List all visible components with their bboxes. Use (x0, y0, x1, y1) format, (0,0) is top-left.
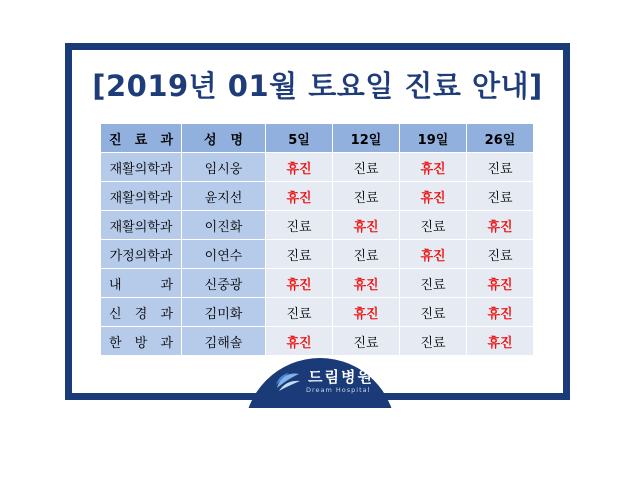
dept-cell (101, 153, 181, 181)
schedule-cell: 진료 (467, 153, 533, 181)
schedule-cell: 진료 (333, 240, 399, 268)
doctor-name-cell: 윤지선 (182, 182, 265, 210)
schedule-cell: 진료 (266, 211, 332, 239)
label-char: 경 (134, 306, 148, 322)
header-dept (101, 124, 181, 152)
label-char: 명 (230, 132, 243, 148)
table-row (101, 298, 533, 326)
header-day-3: 19일 (400, 124, 466, 152)
schedule-cell: 진료 (400, 211, 466, 239)
doctor-name-cell: 김미화 (182, 298, 265, 326)
schedule-cell: 휴진 (400, 153, 466, 181)
schedule-cell: 휴진 (266, 269, 332, 297)
dept-label (101, 187, 181, 206)
leaf-logo-icon (274, 368, 302, 394)
table-row (101, 211, 533, 239)
dept-cell (101, 269, 181, 297)
schedule-cell: 진료 (400, 269, 466, 297)
notice-frame (65, 43, 570, 400)
schedule-cell: 휴진 (266, 153, 332, 181)
dept-label (101, 158, 181, 177)
schedule-cell: 진료 (266, 298, 332, 326)
dept-cell (101, 327, 181, 355)
schedule-cell: 진료 (333, 182, 399, 210)
dept-cell (101, 182, 181, 210)
logo-subtitle: Dream Hospital (306, 386, 371, 394)
logo-name: 드림병원 (308, 368, 374, 386)
dept-cell (101, 240, 181, 268)
schedule-cell: 진료 (400, 327, 466, 355)
table-row (101, 240, 533, 268)
schedule-cell: 진료 (400, 298, 466, 326)
dept-cell (101, 211, 181, 239)
dept-label (101, 245, 181, 264)
schedule-cell: 휴진 (467, 211, 533, 239)
label-char: 내 (109, 277, 122, 293)
label-char: 과 (160, 306, 173, 322)
dept-label (101, 274, 181, 293)
schedule-cell: 휴진 (400, 182, 466, 210)
page-title: [2019년 01월 토요일 진료 안내] (92, 69, 543, 103)
schedule-body (101, 124, 533, 355)
dept-label (101, 332, 181, 351)
table-row (101, 327, 533, 355)
header-day-2: 12일 (333, 124, 399, 152)
doctor-name-cell: 신중광 (182, 269, 265, 297)
schedule-cell: 휴진 (266, 182, 332, 210)
schedule-cell: 휴진 (467, 298, 533, 326)
doctor-name-cell: 이연수 (182, 240, 265, 268)
label-char: 한 (109, 335, 122, 351)
label-char: 료 (134, 132, 148, 148)
label-char: 과 (160, 335, 173, 351)
schedule-cell: 휴진 (333, 298, 399, 326)
header-dept-label (101, 129, 181, 148)
doctor-name-cell: 김해솔 (182, 327, 265, 355)
schedule-cell: 휴진 (467, 327, 533, 355)
label-char: 과 (160, 277, 173, 293)
schedule-cell: 진료 (467, 240, 533, 268)
table-header-row (101, 124, 533, 152)
schedule-table (100, 123, 534, 356)
schedule-cell: 휴진 (333, 269, 399, 297)
schedule-cell: 진료 (333, 153, 399, 181)
dept-cell (101, 298, 181, 326)
schedule-cell: 휴진 (467, 269, 533, 297)
doctor-name-cell: 이진화 (182, 211, 265, 239)
header-name (182, 124, 265, 152)
table-row (101, 269, 533, 297)
label-char: 성 (204, 132, 217, 148)
table-row (101, 182, 533, 210)
schedule-cell: 진료 (266, 240, 332, 268)
table-row (101, 153, 533, 181)
hospital-logo (244, 358, 396, 408)
header-day-4: 26일 (467, 124, 533, 152)
doctor-name-cell: 임시웅 (182, 153, 265, 181)
schedule-cell: 휴진 (333, 211, 399, 239)
label-char: 진 (109, 132, 122, 148)
label-char: 재활의학과 (109, 219, 173, 235)
schedule-cell: 휴진 (266, 327, 332, 355)
label-char: 신 (109, 306, 122, 322)
schedule-cell: 진료 (333, 327, 399, 355)
label-char: 재활의학과 (109, 190, 173, 206)
notice-panel (72, 50, 563, 393)
label-char: 재활의학과 (109, 161, 173, 177)
header-day-1: 5일 (266, 124, 332, 152)
label-char: 가정의학과 (109, 248, 173, 264)
dept-label (101, 216, 181, 235)
schedule-cell: 휴진 (400, 240, 466, 268)
schedule-cell: 진료 (467, 182, 533, 210)
dept-label (101, 303, 181, 322)
header-name-label (182, 129, 265, 148)
label-char: 과 (160, 132, 173, 148)
label-char: 방 (134, 335, 148, 351)
